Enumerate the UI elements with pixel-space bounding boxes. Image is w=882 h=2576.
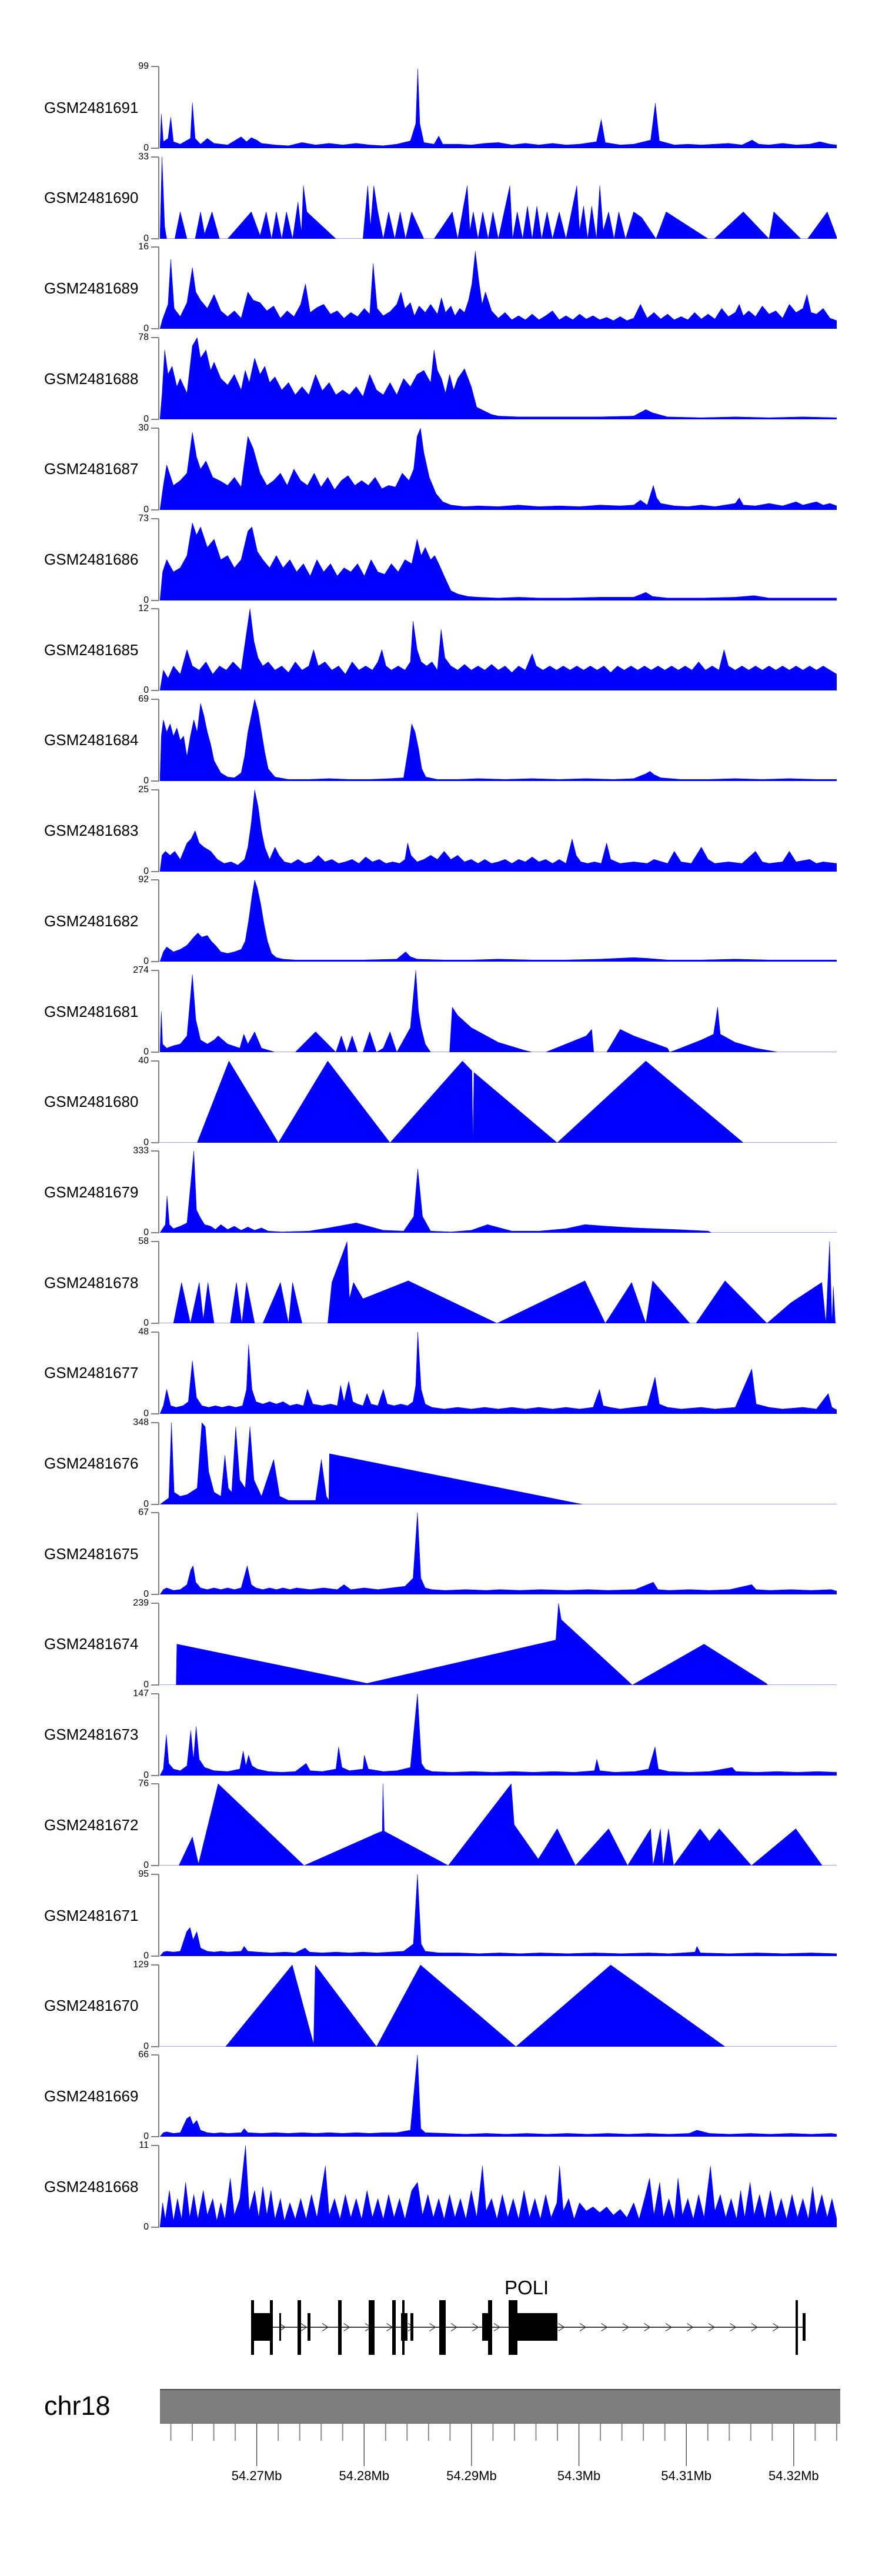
track-y-axis-top-tick	[151, 428, 159, 429]
track-y-axis-top-tick	[151, 66, 159, 67]
signal-polygon	[160, 609, 837, 690]
gene-track	[0, 2270, 882, 2364]
track-y-axis-line	[158, 970, 159, 1053]
track-y-axis-zero-tick	[151, 238, 159, 239]
signal-polygon	[160, 1151, 837, 1233]
exon-box-tall	[509, 2300, 517, 2355]
track-ymax-value: 66	[138, 2050, 149, 2060]
signal-polygon	[160, 790, 837, 872]
track-yzero-value: 0	[143, 1227, 149, 1238]
track-label: GSM2481669	[44, 2087, 139, 2105]
track-yzero-value: 0	[143, 414, 149, 425]
track-y-axis-zero-tick	[151, 1684, 159, 1686]
track-y-axis-zero-tick	[151, 1504, 159, 1505]
exon-box	[517, 2313, 557, 2341]
track-y-axis-zero-tick	[151, 1956, 159, 1957]
track-signal-area	[160, 1874, 837, 1956]
ruler-tick-label: 54.3Mb	[557, 2468, 601, 2483]
track-y-axis-line	[158, 2055, 159, 2137]
signal-polygon	[160, 157, 837, 239]
track-y-axis-zero-tick	[151, 1413, 159, 1414]
track-signal-area	[160, 338, 837, 419]
track-y-axis-zero-tick	[151, 419, 159, 420]
track-yzero-value: 0	[143, 2222, 149, 2233]
track-signal-area	[160, 519, 837, 600]
track-yzero-value: 0	[143, 1770, 149, 1780]
track-ymax-value: 92	[138, 875, 149, 885]
track-label: GSM2481691	[44, 98, 139, 116]
exon-box-tall	[392, 2300, 396, 2355]
track-y-axis-line	[158, 880, 159, 962]
track-label: GSM2481673	[44, 1726, 139, 1744]
track-y-axis-top-tick	[151, 337, 159, 338]
track-label: GSM2481684	[44, 731, 139, 749]
track-signal-area	[160, 1151, 837, 1233]
signal-polygon	[160, 1061, 837, 1143]
track-y-axis-line	[158, 1061, 159, 1143]
track-signal-area	[160, 1965, 837, 2047]
ruler-tick-label: 54.31Mb	[661, 2468, 712, 2483]
track-ymax-value: 348	[133, 1417, 149, 1427]
track-y-axis-top-tick	[151, 518, 159, 519]
track-y-axis-line	[158, 338, 159, 420]
track-signal-area	[160, 699, 837, 781]
track-signal-area	[160, 157, 837, 239]
track-yzero-value: 0	[143, 1047, 149, 1057]
ruler-tick-label: 54.27Mb	[231, 2468, 282, 2483]
track-signal-area	[160, 1694, 837, 1776]
track-yzero-value: 0	[143, 866, 149, 876]
signal-polygon	[160, 970, 837, 1052]
track-y-axis-zero-tick	[151, 2136, 159, 2137]
track-yzero-value: 0	[143, 956, 149, 967]
signal-polygon	[160, 2145, 837, 2227]
track-y-axis-line	[158, 1332, 159, 1414]
exon-box-tall	[251, 2300, 254, 2355]
track-signal-area	[160, 2055, 837, 2137]
track-label: GSM2481670	[44, 1997, 139, 2015]
track-yzero-value: 0	[143, 1499, 149, 1509]
track-ymax-value: 30	[138, 422, 149, 433]
ruler-tick-label: 54.29Mb	[446, 2468, 497, 2483]
track-yzero-value: 0	[143, 143, 149, 153]
track-y-axis-top-tick	[151, 1783, 159, 1784]
track-label: GSM2481690	[44, 189, 139, 207]
track-y-axis-top-tick	[151, 970, 159, 971]
track-signal-area	[160, 880, 837, 962]
gene-model-drawing	[0, 2270, 882, 2364]
track-yzero-value: 0	[143, 1408, 149, 1419]
ruler-tick-label: 54.28Mb	[339, 2468, 390, 2483]
track-label: GSM2481671	[44, 1906, 139, 1924]
track-y-axis-line	[158, 1965, 159, 2047]
track-yzero-value: 0	[143, 1860, 149, 1871]
signal-polygon	[160, 1784, 837, 1866]
track-y-axis-zero-tick	[151, 780, 159, 782]
track-y-axis-line	[158, 699, 159, 782]
track-y-axis-top-tick	[151, 2145, 159, 2146]
track-ymax-value: 147	[133, 1688, 149, 1699]
track-yzero-value: 0	[143, 1951, 149, 1961]
track-signal-area	[160, 1061, 837, 1143]
track-y-axis-zero-tick	[151, 509, 159, 510]
signal-polygon	[160, 428, 837, 510]
track-y-axis-top-tick	[151, 1512, 159, 1513]
track-ymax-value: 48	[138, 1326, 149, 1337]
exon-box	[254, 2313, 270, 2341]
track-yzero-value: 0	[143, 504, 149, 515]
signal-polygon	[160, 880, 837, 962]
exon-box-tall	[439, 2300, 446, 2355]
track-y-axis-line	[158, 1603, 159, 1686]
track-yzero-value: 0	[143, 2131, 149, 2142]
track-ymax-value: 67	[138, 1507, 149, 1518]
track-yzero-value: 0	[143, 1137, 149, 1147]
track-signal-area	[160, 1332, 837, 1414]
signal-polygon	[160, 1513, 837, 1594]
track-y-axis-line	[158, 247, 159, 329]
track-signal-area	[160, 1423, 837, 1504]
track-y-axis-top-tick	[151, 608, 159, 609]
signal-polygon	[160, 1874, 837, 1956]
exon-box-tall	[270, 2300, 273, 2355]
track-signal-area	[160, 66, 837, 148]
exon-box-tall	[369, 2300, 375, 2355]
track-y-axis-line	[158, 790, 159, 872]
chromosome-track	[0, 2382, 882, 2558]
track-yzero-value: 0	[143, 2041, 149, 2051]
track-y-axis-zero-tick	[151, 961, 159, 962]
track-y-axis-top-tick	[151, 1241, 159, 1242]
track-y-axis-top-tick	[151, 879, 159, 880]
track-yzero-value: 0	[143, 1589, 149, 1600]
track-label: GSM2481688	[44, 369, 139, 388]
track-y-axis-top-tick	[151, 2054, 159, 2056]
track-y-axis-line	[158, 1513, 159, 1595]
track-y-axis-zero-tick	[151, 1865, 159, 1866]
track-ymax-value: 76	[138, 1778, 149, 1789]
signal-polygon	[160, 1603, 837, 1685]
track-y-axis-zero-tick	[151, 2046, 159, 2047]
track-ymax-value: 16	[138, 242, 149, 252]
track-label: GSM2481678	[44, 1273, 139, 1292]
track-y-axis-top-tick	[151, 1422, 159, 1423]
track-ymax-value: 239	[133, 1597, 149, 1608]
track-yzero-value: 0	[143, 323, 149, 334]
track-ymax-value: 95	[138, 1869, 149, 1879]
exon-box-tall	[488, 2300, 492, 2355]
track-y-axis-zero-tick	[151, 600, 159, 601]
track-ymax-value: 12	[138, 603, 149, 614]
track-ymax-value: 40	[138, 1055, 149, 1066]
track-label: GSM2481675	[44, 1544, 139, 1563]
exon-box	[279, 2313, 281, 2341]
track-y-axis-zero-tick	[151, 1775, 159, 1776]
track-signal-area	[160, 1242, 837, 1323]
signal-polygon	[160, 338, 837, 419]
track-y-axis-zero-tick	[151, 690, 159, 691]
track-y-axis-line	[158, 1242, 159, 1324]
signal-polygon	[160, 1332, 837, 1414]
track-ymax-value: 99	[138, 61, 149, 71]
track-y-axis-top-tick	[151, 1964, 159, 1966]
signal-polygon	[160, 699, 837, 781]
track-y-axis-zero-tick	[151, 1142, 159, 1143]
track-yzero-value: 0	[143, 775, 149, 786]
track-y-axis-zero-tick	[151, 1594, 159, 1595]
track-label: GSM2481687	[44, 460, 139, 478]
signal-polygon	[160, 1694, 837, 1776]
track-label: GSM2481685	[44, 640, 139, 659]
track-y-axis-line	[158, 1784, 159, 1866]
track-y-axis-top-tick	[151, 699, 159, 700]
track-label: GSM2481681	[44, 1002, 139, 1020]
track-ymax-value: 58	[138, 1236, 149, 1247]
track-label: GSM2481680	[44, 1093, 139, 1111]
track-label: GSM2481679	[44, 1183, 139, 1201]
track-label: GSM2481676	[44, 1454, 139, 1472]
track-signal-area	[160, 970, 837, 1052]
track-signal-area	[160, 428, 837, 510]
track-y-axis-top-tick	[151, 156, 159, 158]
signal-polygon	[160, 523, 837, 600]
track-y-axis-line	[158, 157, 159, 239]
track-y-axis-zero-tick	[151, 328, 159, 329]
track-y-axis-line	[158, 428, 159, 510]
track-y-axis-zero-tick	[151, 1052, 159, 1053]
exon-box-tall	[338, 2300, 342, 2355]
track-yzero-value: 0	[143, 1318, 149, 1329]
track-ymax-value: 33	[138, 151, 149, 162]
track-y-axis-line	[158, 519, 159, 601]
track-y-axis-line	[158, 1423, 159, 1505]
track-y-axis-top-tick	[151, 1603, 159, 1604]
track-y-axis-line	[158, 609, 159, 691]
track-ymax-value: 129	[133, 1959, 149, 1970]
track-yzero-value: 0	[143, 685, 149, 696]
track-y-axis-top-tick	[151, 1060, 159, 1062]
chromosome-name: chr18	[44, 2391, 111, 2421]
track-y-axis-line	[158, 1874, 159, 1957]
track-label: GSM2481672	[44, 1816, 139, 1834]
track-y-axis-top-tick	[151, 1150, 159, 1152]
exon-box	[803, 2313, 806, 2341]
track-ymax-value: 274	[133, 965, 149, 975]
track-y-axis-zero-tick	[151, 2227, 159, 2228]
track-ymax-value: 25	[138, 784, 149, 795]
track-y-axis-line	[158, 66, 159, 149]
exon-box	[410, 2313, 413, 2341]
signal-polygon	[160, 1242, 837, 1323]
track-ymax-value: 11	[139, 2140, 149, 2151]
track-ymax-value: 333	[133, 1146, 149, 1156]
track-label: GSM2481674	[44, 1635, 139, 1653]
track-label: GSM2481668	[44, 2177, 139, 2195]
track-yzero-value: 0	[143, 233, 149, 243]
track-yzero-value: 0	[143, 595, 149, 605]
track-label: GSM2481677	[44, 1364, 139, 1382]
exon-box	[308, 2313, 310, 2341]
track-signal-area	[160, 1784, 837, 1866]
exon-box-tall	[402, 2300, 405, 2355]
track-yzero-value: 0	[143, 1679, 149, 1690]
track-label: GSM2481682	[44, 912, 139, 930]
track-y-axis-line	[158, 1694, 159, 1776]
track-y-axis-line	[158, 1151, 159, 1233]
track-y-axis-top-tick	[151, 1693, 159, 1694]
track-signal-area	[160, 609, 837, 690]
track-label: GSM2481689	[44, 279, 139, 297]
signal-polygon	[160, 1965, 837, 2047]
track-y-axis-top-tick	[151, 789, 159, 790]
signal-polygon	[160, 2055, 837, 2137]
track-y-axis-line	[158, 2145, 159, 2228]
signal-polygon	[160, 1423, 837, 1504]
track-signal-area	[160, 790, 837, 872]
track-y-axis-zero-tick	[151, 1232, 159, 1233]
track-y-axis-top-tick	[151, 1874, 159, 1875]
gene-name-label: POLI	[505, 2277, 549, 2298]
track-y-axis-zero-tick	[151, 1323, 159, 1324]
track-y-axis-zero-tick	[151, 148, 159, 149]
track-label: GSM2481683	[44, 822, 139, 840]
signal-polygon	[160, 251, 837, 329]
track-signal-area	[160, 2145, 837, 2227]
track-y-axis-top-tick	[151, 246, 159, 248]
track-label: GSM2481686	[44, 550, 139, 568]
exon-box-tall	[298, 2300, 301, 2355]
track-ymax-value: 78	[138, 332, 149, 343]
track-signal-area	[160, 1603, 837, 1685]
signal-polygon	[160, 69, 837, 148]
track-signal-area	[160, 1513, 837, 1594]
track-y-axis-zero-tick	[151, 871, 159, 872]
track-ymax-value: 73	[138, 513, 149, 523]
genomic-ruler	[0, 2424, 882, 2500]
ruler-tick-label: 54.32Mb	[769, 2468, 819, 2483]
track-ymax-value: 69	[138, 693, 149, 704]
chromosome-bar	[160, 2389, 840, 2424]
track-signal-area	[160, 247, 837, 329]
exon-box-tall	[796, 2300, 798, 2355]
track-y-axis-top-tick	[151, 1332, 159, 1333]
